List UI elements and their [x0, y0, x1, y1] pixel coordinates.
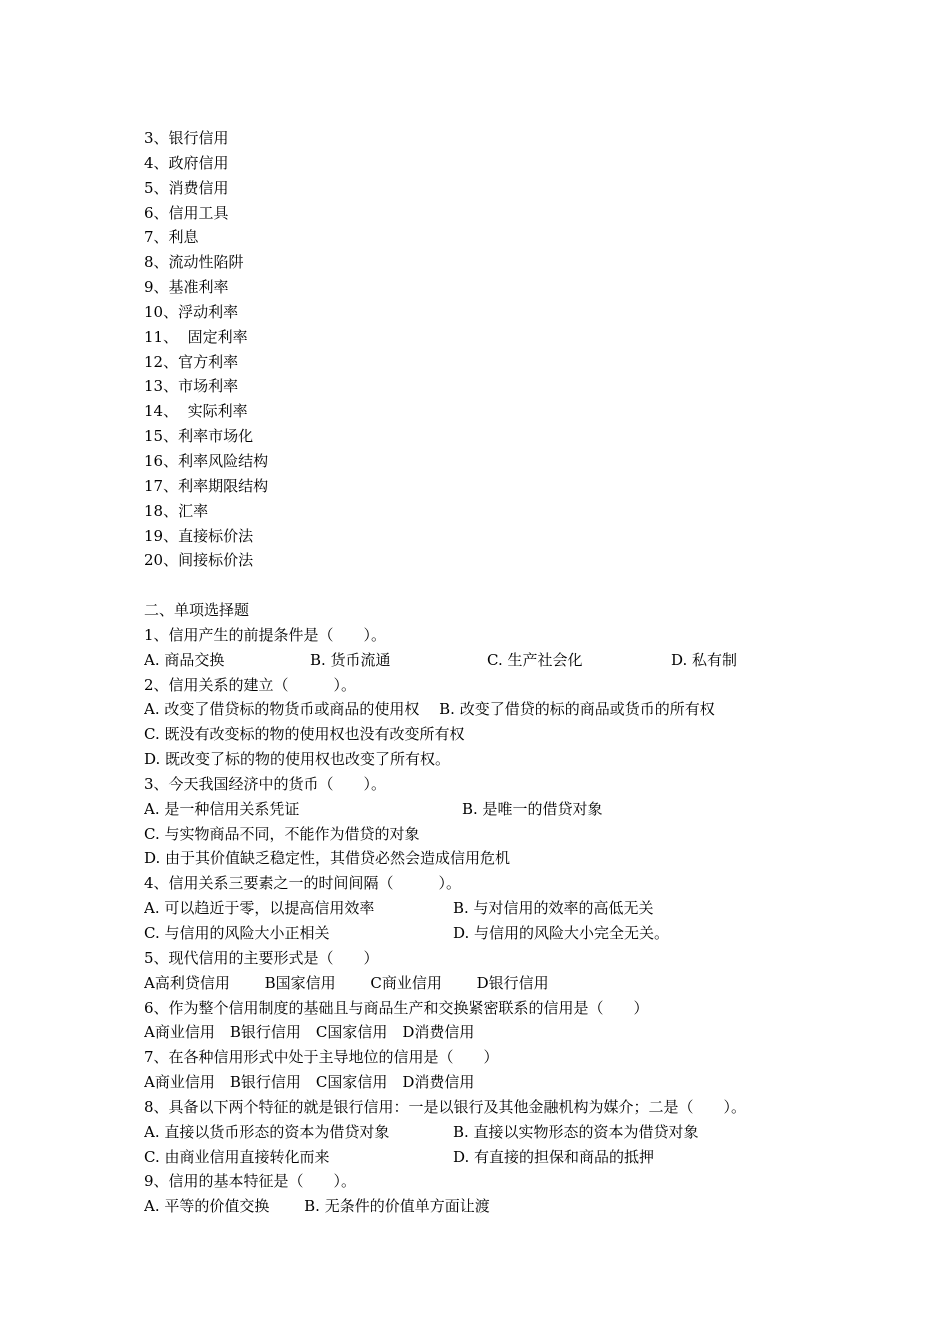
- section-title: 二、单项选择题: [144, 601, 250, 620]
- question-stem: 7、在各种信用形式中处于主导地位的信用是（ ）: [144, 1048, 499, 1067]
- question-options: [144, 648, 844, 673]
- option-a: A. 可以趋近于零，以提高信用效率: [144, 899, 375, 918]
- document-page: [144, 126, 844, 1219]
- option-d: D. 私有制: [671, 650, 738, 669]
- option-d: D. 既改变了标的物的使用权也改变了所有权。: [144, 750, 451, 769]
- term-item: 20、间接标价法: [144, 551, 254, 570]
- question-stem: 5、现代信用的主要形式是（ ）: [144, 948, 379, 967]
- term-item: 17、利率期限结构: [144, 476, 269, 495]
- term-item: 5、消费信用: [144, 178, 229, 197]
- term-item: 12、官方利率: [144, 352, 239, 371]
- question-options: [144, 921, 844, 946]
- question-options: [144, 1145, 844, 1170]
- term-item: 9、基准利率: [144, 278, 229, 297]
- question-stem: 6、作为整个信用制度的基础且与商品生产和交换紧密联系的信用是（ ）: [144, 998, 649, 1017]
- option-b: B. 是唯一的借贷对象: [462, 799, 603, 818]
- term-item: 11、 固定利率: [144, 327, 248, 346]
- option-c: C. 与信用的风险大小正相关: [144, 924, 330, 942]
- option-c: C. 生产社会化: [487, 650, 583, 669]
- question-stem: 2、信用关系的建立（ ）。: [144, 675, 357, 694]
- question-stem: 9、信用的基本特征是（ ）。: [144, 1172, 357, 1191]
- option-ab: A. 改变了借贷标的物货币或商品的使用权 B. 改变了借贷的标的商品或货币的所有权: [144, 700, 715, 719]
- term-item: 19、直接标价法: [144, 526, 254, 545]
- option-b: B. 货币流通: [310, 650, 391, 669]
- blank-line: [144, 573, 844, 598]
- term-item: 15、利率市场化: [144, 427, 254, 446]
- term-item: 3、银行信用: [144, 129, 229, 147]
- term-item: 13、市场利率: [144, 377, 239, 396]
- term-item: 16、利率风险结构: [144, 451, 269, 470]
- term-item: 14、 实际利率: [144, 402, 248, 421]
- term-item: 8、流动性陷阱: [144, 253, 244, 272]
- term-item: 10、浮动利率: [144, 302, 239, 321]
- option-c: C. 既没有改变标的物的使用权也没有改变所有权: [144, 725, 465, 744]
- term-item: 4、政府信用: [144, 153, 229, 172]
- question-stem: 8、具备以下两个特征的就是银行信用：一是以银行及其他金融机构为媒介；二是（ ）。: [144, 1097, 747, 1116]
- question-options: A商业信用 B银行信用 C国家信用 D消费信用: [144, 1073, 475, 1092]
- option-d: D. 有直接的担保和商品的抵押: [453, 1147, 655, 1166]
- option-d: D. 与信用的风险大小完全无关。: [453, 924, 670, 942]
- term-item: 6、信用工具: [144, 203, 229, 222]
- question-stem: 1、信用产生的前提条件是（ ）。: [144, 625, 387, 644]
- option-c: C. 由商业信用直接转化而来: [144, 1147, 330, 1166]
- option-b: B. 与对信用的效率的高低无关: [453, 899, 654, 918]
- question-options: [144, 896, 844, 921]
- option-ab: A. 平等的价值交换 B. 无条件的价值单方面让渡: [144, 1197, 490, 1216]
- question-options: [144, 797, 844, 822]
- question-stem: 4、信用关系三要素之一的时间间隔（ ）。: [144, 874, 462, 893]
- option-a: A. 商品交换: [144, 650, 225, 669]
- option-a: A. 直接以货币形态的资本为借贷对象: [144, 1122, 390, 1141]
- question-options: A商业信用 B银行信用 C国家信用 D消费信用: [144, 1023, 475, 1042]
- option-c: C. 与实物商品不同，不能作为借贷的对象: [144, 824, 420, 843]
- option-b: B. 直接以实物形态的资本为借贷对象: [453, 1122, 699, 1141]
- option-a: A. 是一种信用关系凭证: [144, 799, 300, 818]
- option-d: D. 由于其价值缺乏稳定性，其借贷必然会造成信用危机: [144, 849, 511, 868]
- question-options: [144, 1120, 844, 1145]
- term-item: 18、汇率: [144, 501, 209, 520]
- question-options: A高利贷信用 B国家信用 C商业信用 D银行信用: [144, 973, 549, 992]
- term-item: 7、利息: [144, 228, 199, 247]
- question-stem: 3、今天我国经济中的货币（ ）。: [144, 774, 387, 793]
